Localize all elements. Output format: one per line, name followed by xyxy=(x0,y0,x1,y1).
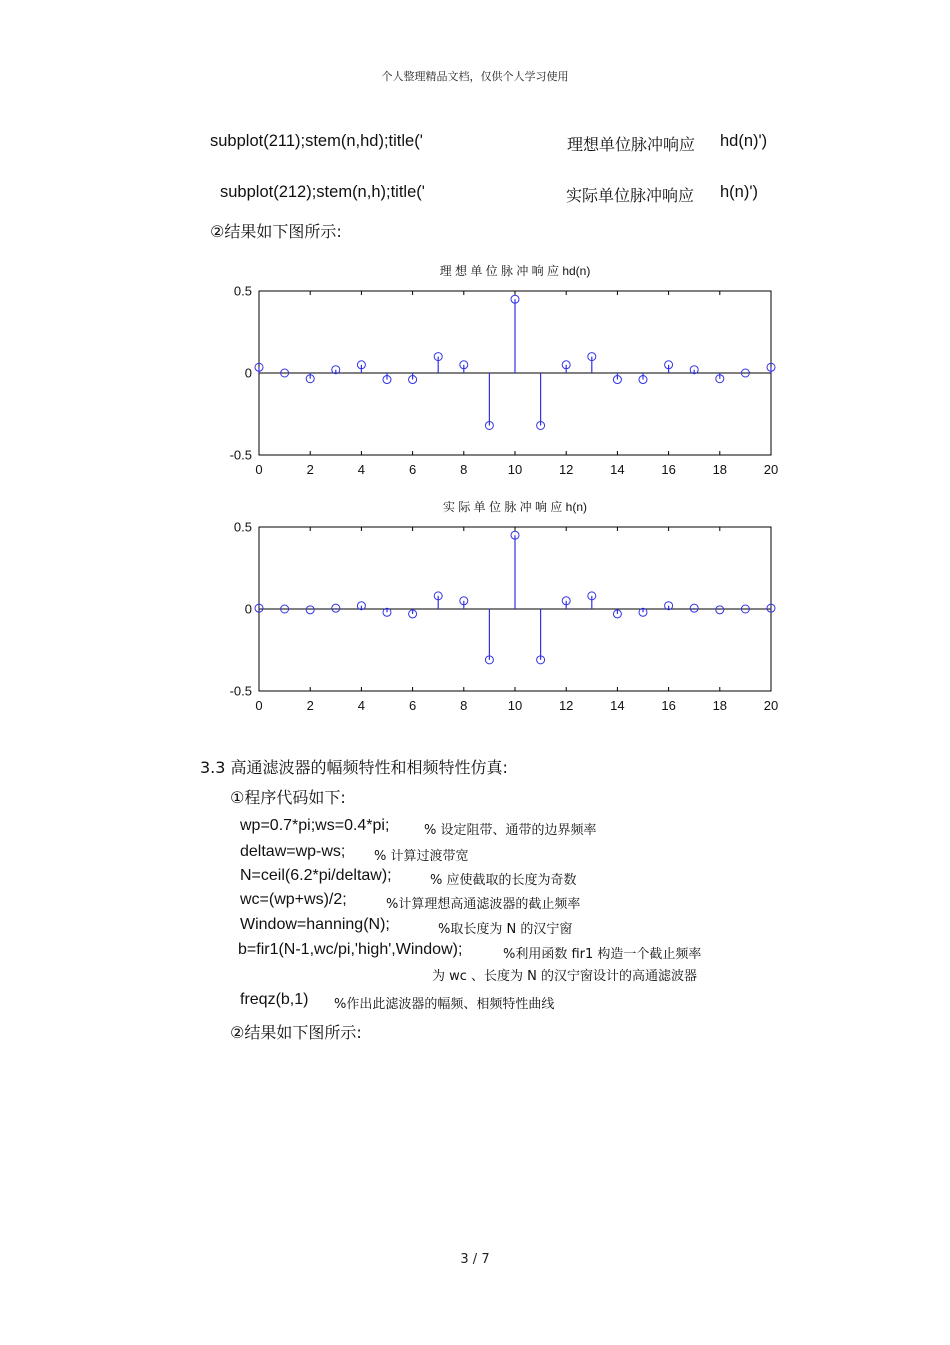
chart2-xtick-label: 6 xyxy=(408,698,417,713)
code-line-subplot-211-label: 理想单位脉冲响应 xyxy=(567,135,696,154)
chart2-xtick-label: 18 xyxy=(712,698,728,713)
comment-line-wc: %计算理想高通滤波器的截止频率 xyxy=(386,897,581,912)
chart2-xtick-label: 14 xyxy=(610,698,625,713)
comment-line-fir1-cont: 为 wc 、长度为 N 的汉宁窗设计的高通滤波器 xyxy=(432,969,698,984)
code-line-deltaw: deltaw=wp-ws; xyxy=(240,843,346,860)
chart1-xtick-label: 14 xyxy=(610,462,625,477)
chart1-xtick-label: 0 xyxy=(255,462,263,477)
code-line-subplot-211-tail: hd(n)') xyxy=(720,132,768,150)
chart2-xtick-label: 8 xyxy=(460,698,468,713)
page-number: 3 / 7 xyxy=(460,1252,490,1267)
code-line-fir1: b=fir1(N-1,wc/pi,'high',Window); xyxy=(238,941,463,958)
chart2-title: 实 际 单 位 脉 冲 响 应 h(n) xyxy=(442,500,588,514)
chart1-xtick-label: 18 xyxy=(712,462,728,477)
chart1-xtick-label: 8 xyxy=(460,462,468,477)
comment-line-n: % 应使截取的长度为奇数 xyxy=(430,873,577,888)
chart1-xtick-label: 4 xyxy=(357,462,366,477)
code-line-subplot-212-label: 实际单位脉冲响应 xyxy=(566,186,695,205)
chart1-ytick-label: 0 xyxy=(244,365,252,381)
chart1-xtick-label: 20 xyxy=(763,462,779,477)
code-line-subplot-212: subplot(212);stem(n,h);title(' xyxy=(220,183,425,201)
result-label: ②结果如下图所示: xyxy=(210,222,342,241)
chart2-xtick-label: 12 xyxy=(558,698,574,713)
comment-line-window: %取长度为 N 的汉宁窗 xyxy=(438,922,573,937)
chart1-xtick-label: 2 xyxy=(306,462,314,477)
comment-line-freqz: %作出此滤波器的幅频、相频特性曲线 xyxy=(334,997,555,1012)
chart2-xtick-label: 16 xyxy=(661,698,676,713)
chart2-xtick-label: 4 xyxy=(357,698,366,713)
chart2-xtick-label: 2 xyxy=(306,698,314,713)
chart1-ytick-label: 0.5 xyxy=(233,283,252,299)
code-line-wp: wp=0.7*pi;ws=0.4*pi; xyxy=(240,817,390,834)
chart1-xtick-label: 12 xyxy=(558,462,574,477)
code-line-subplot-212-tail: h(n)') xyxy=(720,183,758,201)
chart1-xtick-label: 16 xyxy=(661,462,676,477)
page-header: 个人整理精品文档，仅供个人学习使用 xyxy=(381,70,569,83)
section-result-label: ②结果如下图所示: xyxy=(230,1023,362,1042)
chart2-xtick-label: 0 xyxy=(255,698,263,713)
comment-line-fir1: %利用函数 fir1 构造一个截止频率 xyxy=(503,947,702,962)
section-title: 3.3 高通滤波器的幅频特性和相频特性仿真: xyxy=(200,758,508,777)
chart1-xtick-label: 6 xyxy=(408,462,417,477)
chart1-title: 理 想 单 位 脉 冲 响 应 hd(n) xyxy=(439,264,591,278)
comment-line-wp: % 设定阻带、通带的边界频率 xyxy=(424,823,597,838)
code-line-subplot-211: subplot(211);stem(n,hd);title(' xyxy=(210,132,423,150)
chart1-ytick-label: -0.5 xyxy=(229,447,252,463)
chart2-xtick-label: 20 xyxy=(763,698,779,713)
chart2-xtick-label: 10 xyxy=(507,698,523,713)
code-line-n: N=ceil(6.2*pi/deltaw); xyxy=(240,867,392,884)
chart1-xtick-label: 10 xyxy=(507,462,523,477)
chart2-ytick-label: 0 xyxy=(244,601,252,617)
code-line-freqz: freqz(b,1) xyxy=(240,991,309,1008)
code-line-window: Window=hanning(N); xyxy=(240,916,390,933)
comment-line-deltaw: % 计算过渡带宽 xyxy=(374,849,469,864)
chart2-ytick-label: -0.5 xyxy=(229,683,252,699)
chart2-ytick-label: 0.5 xyxy=(233,519,252,535)
code-line-wc: wc=(wp+ws)/2; xyxy=(240,891,347,908)
section-subtitle: ①程序代码如下: xyxy=(230,788,346,807)
